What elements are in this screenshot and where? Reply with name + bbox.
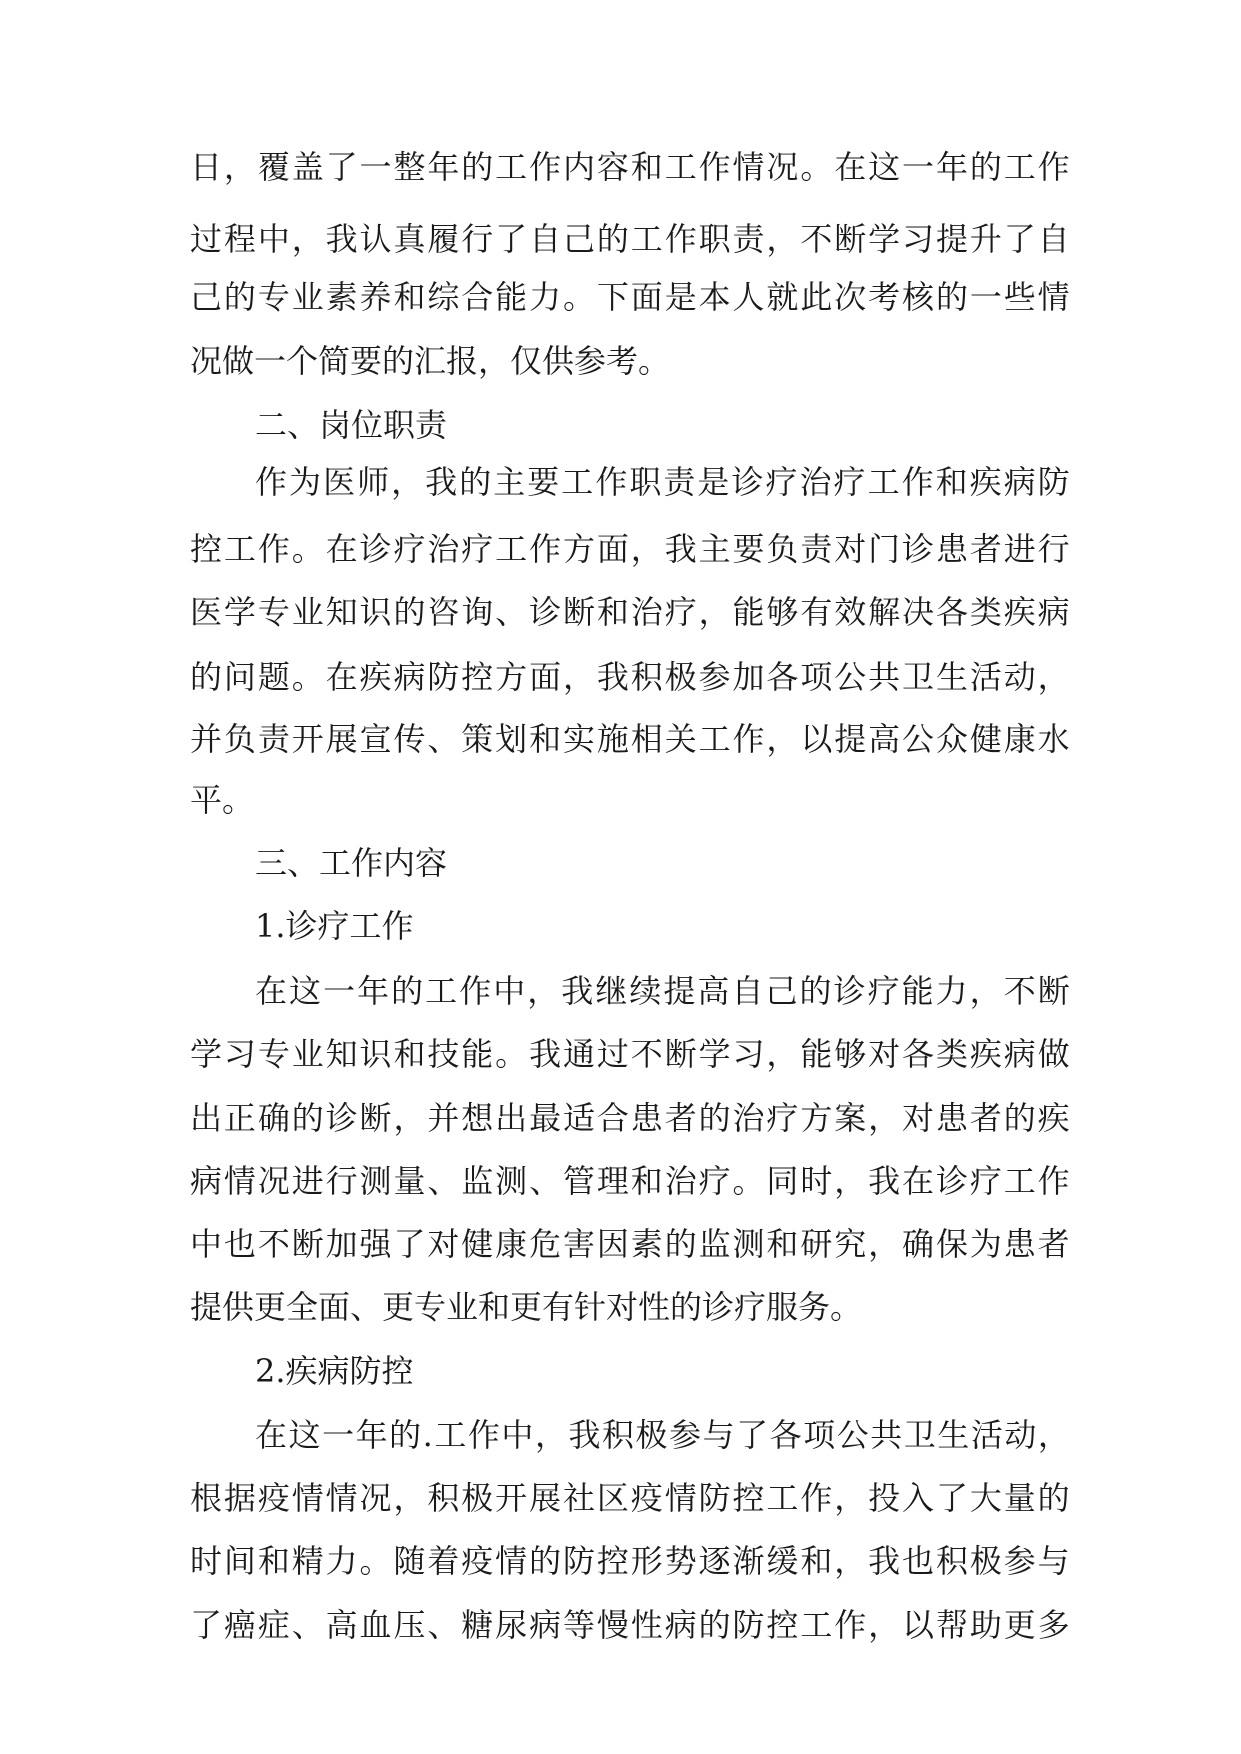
text-line: 医 学 专 业 知 识 的 咨 询 、 诊 断 和 治 疗 ， 能 够 有 效 解 决 各 类 疾 病 <box>190 593 1070 631</box>
text-line: 在 这 一 年 的 . 工 作 中 ， 我 积 极 参 与 了 各 项 公 共 卫 生 活 动 ， <box>255 1416 1070 1454</box>
text-line: 作 为 医 师 ， 我 的 主 要 工 作 职 责 是 诊 疗 治 疗 工 作 和 疾 病 防 <box>255 463 1070 501</box>
text-line: 二、岗位职责 <box>255 406 448 444</box>
text-line: 日 ， 覆 盖 了 一 整 年 的 工 作 内 容 和 工 作 情 况 。 在 这 一 年 的 工 作 <box>190 148 1070 186</box>
text-line: 己 的 专 业 素 养 和 综 合 能 力 。 下 面 是 本 人 就 此 次 考 核 的 一 些 情 <box>190 278 1070 316</box>
text-line: 况做一个简要的汇报，仅供参考。 <box>190 342 671 380</box>
text-line: 三、工作内容 <box>255 844 448 882</box>
text-line: 出 正 确 的 诊 断 ， 并 想 出 最 适 合 患 者 的 治 疗 方 案 ， 对 患 者 的 疾 <box>190 1099 1070 1137</box>
text-line: 1.诊疗工作 <box>255 907 414 945</box>
text-line: 提供更全面、更专业和更有针对性的诊疗服务。 <box>190 1288 863 1326</box>
text-line: 平。 <box>190 781 255 819</box>
text-line: 时 间 和 精 力 。 随 着 疫 情 的 防 控 形 势 逐 渐 缓 和 ， 我 也 积 极 参 与 <box>190 1542 1070 1580</box>
text-line: 根 据 疫 情 情 况 ， 积 极 开 展 社 区 疫 情 防 控 工 作 ， 投 入 了 大 量 的 <box>190 1479 1070 1517</box>
text-line: 病 情 况 进 行 测 量 、 监 测 、 管 理 和 治 疗 。 同 时 ， 我 在 诊 疗 工 作 <box>190 1162 1070 1200</box>
text-line: 2.疾病防控 <box>255 1352 414 1390</box>
text-line: 学 习 专 业 知 识 和 技 能 。 我 通 过 不 断 学 习 ， 能 够 对 各 类 疾 病 做 <box>190 1035 1070 1073</box>
text-line: 中 也 不 断 加 强 了 对 健 康 危 害 因 素 的 监 测 和 研 究 ， 确 保 为 患 者 <box>190 1225 1070 1263</box>
text-line: 并 负 责 开 展 宣 传 、 策 划 和 实 施 相 关 工 作 ， 以 提 高 公 众 健 康 水 <box>190 720 1070 758</box>
text-line: 在 这 一 年 的 工 作 中 ， 我 继 续 提 高 自 己 的 诊 疗 能 力 ， 不 断 <box>255 972 1070 1010</box>
text-line: 过 程 中 ， 我 认 真 履 行 了 自 己 的 工 作 职 责 ， 不 断 学 习 提 升 了 自 <box>190 220 1070 258</box>
text-line: 的 问 题 。 在 疾 病 防 控 方 面 ， 我 积 极 参 加 各 项 公 共 卫 生 活 动 ， <box>190 658 1070 696</box>
text-line: 控 工 作 。 在 诊 疗 治 疗 工 作 方 面 ， 我 主 要 负 责 对 门 诊 患 者 进 行 <box>190 530 1070 568</box>
text-line: 了 癌 症 、 高 血 压 、 糖 尿 病 等 慢 性 病 的 防 控 工 作 ， 以 帮 助 更 多 <box>190 1606 1070 1644</box>
